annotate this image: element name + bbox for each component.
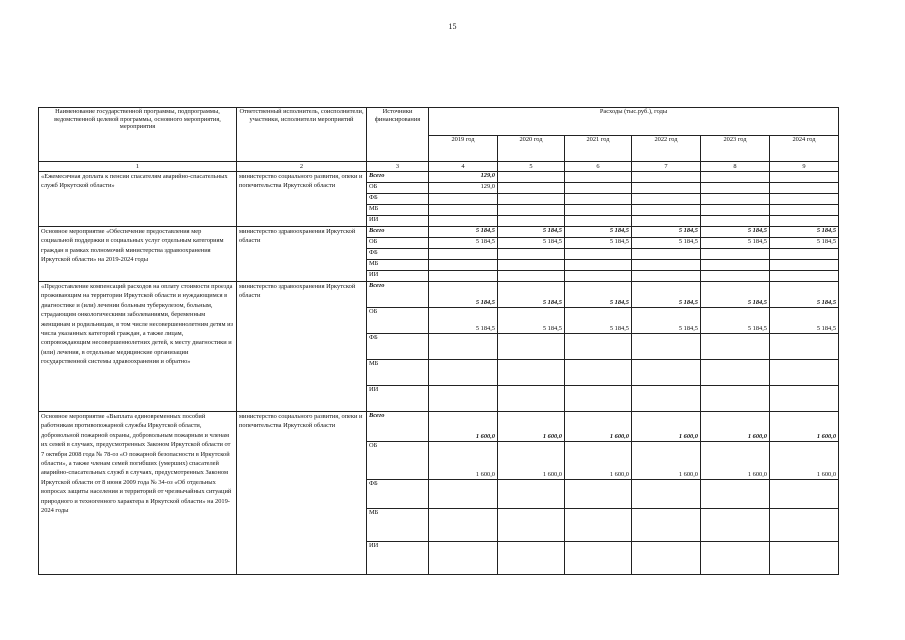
program-name: Основное мероприятие «Выплата единовременных пособий работникам противопожарной службы Иркутской области, добровольной пожарной охраны, добровольным пожарным и членам их семей в случаях, предусмотренных Законом Иркутской области от 7 октября 2008 года № 78-оз «О пожарной безопасности в Иркутской области», а также членам семей погибших (умерших) спасателей аварийно-спасательных служб в случаях, предусмотренных Законом Иркутской области от 8 июня 2009 года № 34-оз «Об отдельных вопросах защиты населения и территорий от чрезвычайных ситуаций природного и техногенного характера в Иркутской области» на 2019-2024 годы [39, 412, 237, 575]
expense-value [429, 480, 498, 509]
funding-source: Всего [367, 172, 429, 183]
expense-value [429, 386, 498, 412]
header-responsible: Ответственный исполнитель, соисполнители, участники, исполнители мероприятий [237, 108, 367, 162]
expense-value [770, 172, 839, 183]
expense-value [565, 216, 632, 227]
expense-value [565, 249, 632, 260]
column-index: 7 [632, 162, 701, 172]
expense-value [498, 249, 565, 260]
expense-value: 5 184,5 [632, 238, 701, 249]
funding-source: ИИ [367, 542, 429, 575]
expense-value: 5 184,5 [429, 308, 498, 334]
expense-value: 5 184,5 [770, 227, 839, 238]
expense-value [632, 542, 701, 575]
funding-source: МБ [367, 205, 429, 216]
expense-value: 1 600,0 [632, 442, 701, 480]
expense-value [632, 249, 701, 260]
funding-source: ОБ [367, 238, 429, 249]
expense-value [632, 334, 701, 360]
expense-value [565, 194, 632, 205]
funding-source: МБ [367, 260, 429, 271]
funding-source: Всего [367, 412, 429, 442]
responsible-executor: министерство здравоохранения Иркутской области [237, 282, 367, 412]
expense-value: 1 600,0 [498, 412, 565, 442]
expense-value [429, 360, 498, 386]
expense-value [632, 205, 701, 216]
expense-value: 5 184,5 [565, 238, 632, 249]
expense-value: 1 600,0 [429, 442, 498, 480]
expense-value [429, 509, 498, 542]
expense-value: 5 184,5 [701, 282, 770, 308]
header-year: 2023 год [701, 136, 770, 162]
header-year: 2020 год [498, 136, 565, 162]
expense-value [498, 194, 565, 205]
funding-source: ОБ [367, 308, 429, 334]
expense-value: 5 184,5 [498, 282, 565, 308]
expense-value [498, 480, 565, 509]
expense-value: 1 600,0 [429, 412, 498, 442]
expense-value [701, 260, 770, 271]
column-index: 8 [701, 162, 770, 172]
expense-value [701, 386, 770, 412]
expense-value [770, 260, 839, 271]
expense-value [498, 271, 565, 282]
funding-source: ОБ [367, 442, 429, 480]
funding-source: Всего [367, 227, 429, 238]
expense-value [429, 271, 498, 282]
table-row [39, 282, 839, 308]
expense-value [429, 249, 498, 260]
expense-value [701, 205, 770, 216]
expense-value [701, 509, 770, 542]
expense-value: 1 600,0 [701, 442, 770, 480]
expense-value [565, 183, 632, 194]
expense-value [565, 205, 632, 216]
expense-value [498, 334, 565, 360]
expense-value: 5 184,5 [632, 282, 701, 308]
funding-source: ФБ [367, 249, 429, 260]
responsible-executor: министерство социального развития, опеки и попечительства Иркутской области [237, 172, 367, 227]
expense-value [701, 360, 770, 386]
expense-value [498, 386, 565, 412]
expense-value: 5 184,5 [701, 227, 770, 238]
funding-source: ОБ [367, 183, 429, 194]
expense-value: 5 184,5 [429, 282, 498, 308]
expense-value: 1 600,0 [701, 412, 770, 442]
column-index: 2 [237, 162, 367, 172]
expense-value [498, 509, 565, 542]
expense-value [498, 172, 565, 183]
expense-value [770, 216, 839, 227]
expense-value [701, 183, 770, 194]
expense-value: 5 184,5 [770, 308, 839, 334]
expense-value [498, 205, 565, 216]
funding-source: ИИ [367, 271, 429, 282]
expense-value [770, 249, 839, 260]
expense-value [632, 172, 701, 183]
expense-value [701, 542, 770, 575]
expense-value [565, 260, 632, 271]
expense-value: 5 184,5 [429, 238, 498, 249]
expense-value [429, 216, 498, 227]
program-name: Основное мероприятие «Обеспечение предоставления мер социальной поддержки в социальных услуг отдельным категориям граждан в рамках полномочий министерства здравоохранения Иркутской области» на 2019-2024 годы [39, 227, 237, 282]
expense-value: 5 184,5 [565, 282, 632, 308]
expense-value [429, 260, 498, 271]
expense-value: 129,0 [429, 172, 498, 183]
expense-value: 5 184,5 [565, 227, 632, 238]
expense-value [770, 205, 839, 216]
expense-value [565, 542, 632, 575]
header-year: 2024 год [770, 136, 839, 162]
funding-source: ФБ [367, 480, 429, 509]
funding-source: Всего [367, 282, 429, 308]
expense-value: 5 184,5 [429, 227, 498, 238]
header-sources: Источники финансирования [367, 108, 429, 162]
expense-value [770, 480, 839, 509]
expense-value [770, 183, 839, 194]
expense-value [565, 386, 632, 412]
funding-source: ИИ [367, 386, 429, 412]
expense-value [565, 334, 632, 360]
expense-value [770, 194, 839, 205]
expense-value [770, 360, 839, 386]
column-index: 4 [429, 162, 498, 172]
column-index: 3 [367, 162, 429, 172]
expense-value [701, 172, 770, 183]
expense-value [701, 249, 770, 260]
expense-value [632, 271, 701, 282]
expense-value [770, 386, 839, 412]
expense-value: 1 600,0 [565, 412, 632, 442]
expense-value [701, 271, 770, 282]
page-number: 15 [448, 22, 457, 31]
funding-table [38, 107, 839, 575]
expense-value [770, 271, 839, 282]
expense-value [429, 542, 498, 575]
expense-value [770, 542, 839, 575]
expense-value [632, 386, 701, 412]
column-index: 1 [39, 162, 237, 172]
header-program: Наименование государственной программы, подпрограммы, ведомственной целевой программы, основного мероприятия, мероприятия [39, 108, 237, 162]
header-expenses: Расходы (тыс.руб.), годы [429, 108, 839, 136]
expense-value [632, 194, 701, 205]
table-row [39, 172, 839, 183]
expense-value [632, 480, 701, 509]
expense-value [632, 260, 701, 271]
expense-value [565, 480, 632, 509]
expense-value [701, 216, 770, 227]
expense-value: 5 184,5 [498, 308, 565, 334]
funding-source: МБ [367, 509, 429, 542]
expense-value [565, 271, 632, 282]
expense-value [632, 360, 701, 386]
responsible-executor: министерство социального развития, опеки и попечительства Иркутской области [237, 412, 367, 575]
expense-value [770, 334, 839, 360]
expense-value: 1 600,0 [770, 442, 839, 480]
funding-source: ФБ [367, 194, 429, 205]
column-index: 9 [770, 162, 839, 172]
expense-value: 5 184,5 [770, 238, 839, 249]
expense-value: 1 600,0 [770, 412, 839, 442]
responsible-executor: министерство здравоохранения Иркутской области [237, 227, 367, 282]
expense-value [565, 360, 632, 386]
expense-value [701, 334, 770, 360]
funding-source: ФБ [367, 334, 429, 360]
expense-value: 5 184,5 [701, 238, 770, 249]
expense-value: 129,0 [429, 183, 498, 194]
expense-value: 5 184,5 [770, 282, 839, 308]
expense-value [498, 360, 565, 386]
funding-source: ИИ [367, 216, 429, 227]
program-name: «Предоставление компенсаций расходов на оплату стоимости проезда проживающим на территории Иркутской области и нуждающимся в диагностике и (или) лечении больным туберкулезом, больным, страдающим онкологическими заболеваниями, беременным женщинам и родильницам, в том числе несовершеннолетним детям из числа указанных категорий граждан, а также лицам, сопровождающим несовершеннолетних детей, к месту диагностики и (или) лечения, в отдельные медицинские организации государственной системы здравоохранения и обратно» [39, 282, 237, 412]
expense-value: 1 600,0 [565, 442, 632, 480]
expense-value [632, 216, 701, 227]
expense-value: 5 184,5 [498, 227, 565, 238]
table-row [39, 227, 839, 238]
expense-value [498, 260, 565, 271]
expense-value: 1 600,0 [498, 442, 565, 480]
expense-value [498, 542, 565, 575]
expense-value [565, 509, 632, 542]
expense-value [429, 334, 498, 360]
expense-value: 5 184,5 [701, 308, 770, 334]
column-index: 5 [498, 162, 565, 172]
header-year: 2021 год [565, 136, 632, 162]
expense-value [701, 480, 770, 509]
expense-value [565, 172, 632, 183]
expense-value [770, 509, 839, 542]
expense-value [632, 509, 701, 542]
expense-value [429, 205, 498, 216]
header-year: 2022 год [632, 136, 701, 162]
expense-value [498, 183, 565, 194]
expense-value: 5 184,5 [632, 308, 701, 334]
expense-value: 5 184,5 [565, 308, 632, 334]
expense-value: 1 600,0 [632, 412, 701, 442]
column-index: 6 [565, 162, 632, 172]
expense-value [429, 194, 498, 205]
expense-value [632, 183, 701, 194]
table-row [39, 412, 839, 442]
expense-value [498, 216, 565, 227]
expense-value [701, 194, 770, 205]
program-name: «Ежемесячная доплата к пенсии спасателям аварийно-спасательных служб Иркутской области» [39, 172, 237, 227]
expense-value: 5 184,5 [632, 227, 701, 238]
expense-value: 5 184,5 [498, 238, 565, 249]
funding-source: МБ [367, 360, 429, 386]
header-year: 2019 год [429, 136, 498, 162]
